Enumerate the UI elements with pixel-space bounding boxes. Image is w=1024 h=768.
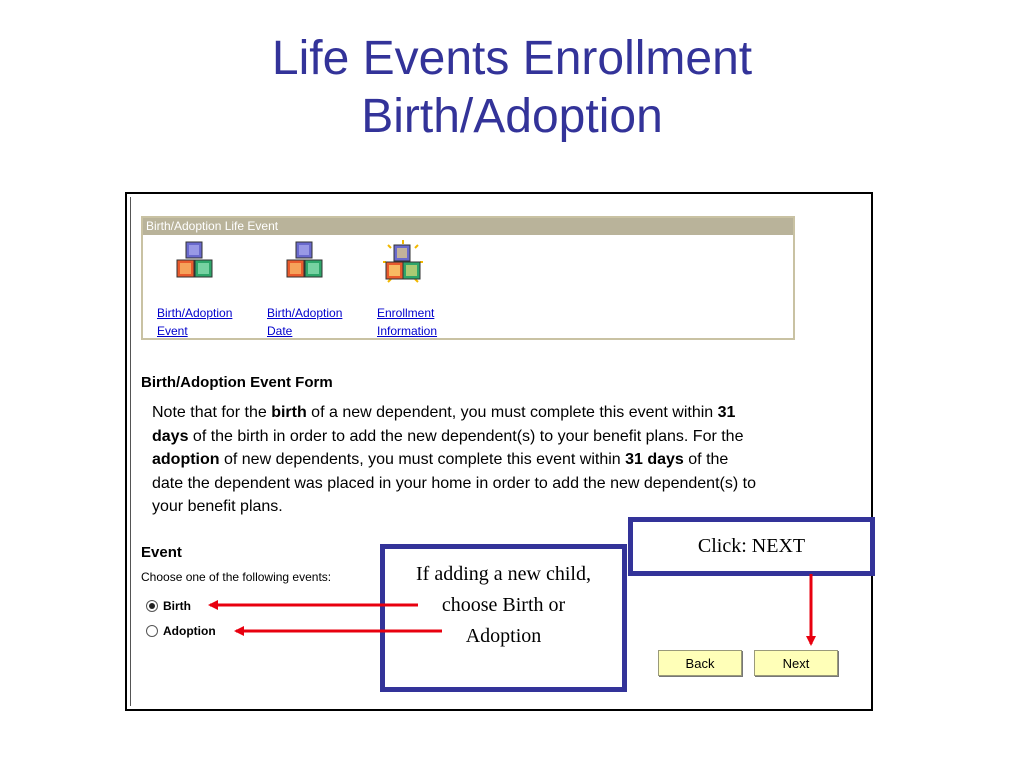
life-event-nav <box>141 216 795 340</box>
event-instruction: Choose one of the following events: <box>141 570 332 584</box>
form-title: Birth/Adoption Event Form <box>141 374 333 391</box>
nav-link-birth-adoption-event[interactable]: Birth/Adoption Event <box>157 306 233 338</box>
nav-link-birth-adoption-date[interactable]: Birth/Adoption Date <box>267 306 343 338</box>
radio-adoption[interactable] <box>146 624 216 638</box>
radio-button-adoption[interactable] <box>146 625 158 637</box>
nav-link-enrollment-information[interactable]: Enrollment Information <box>377 306 438 338</box>
event-title: Event <box>141 544 182 561</box>
next-button[interactable]: Next <box>754 650 838 676</box>
form-note: Note that for the birth of a new dependent, you must complete this event within 31 days of the birth in order to add the new dependent(s) to your benefit plans. For the adoption of new dependents, you must complete this event within 31 days of the date the dependent was placed in your home in order to add the new dependent(s) to your benefit plans. <box>152 404 756 515</box>
frame-divider <box>130 197 131 706</box>
radio-label-birth: Birth <box>163 599 191 613</box>
radio-label-adoption: Adoption <box>163 624 216 638</box>
nav-header: Birth/Adoption Life Event <box>143 218 793 235</box>
slide-title <box>0 30 1024 146</box>
baby-blocks-icon <box>285 240 325 286</box>
slide-title-line2: Birth/Adoption <box>361 90 663 143</box>
radio-birth[interactable] <box>146 599 191 613</box>
nav-item-event[interactable] <box>157 240 262 340</box>
slide-title-line1: Life Events Enrollment <box>271 32 753 85</box>
callout-click-next: Click: NEXT <box>628 517 875 576</box>
radio-button-birth[interactable] <box>146 600 158 612</box>
nav-item-enrollment[interactable] <box>377 240 482 340</box>
callout-choose-event: If adding a new child, choose Birth or Adoption <box>380 544 627 692</box>
baby-blocks-highlighted-icon <box>383 240 423 286</box>
baby-blocks-icon <box>175 240 215 286</box>
back-button[interactable]: Back <box>658 650 742 676</box>
nav-item-date[interactable] <box>267 240 372 340</box>
